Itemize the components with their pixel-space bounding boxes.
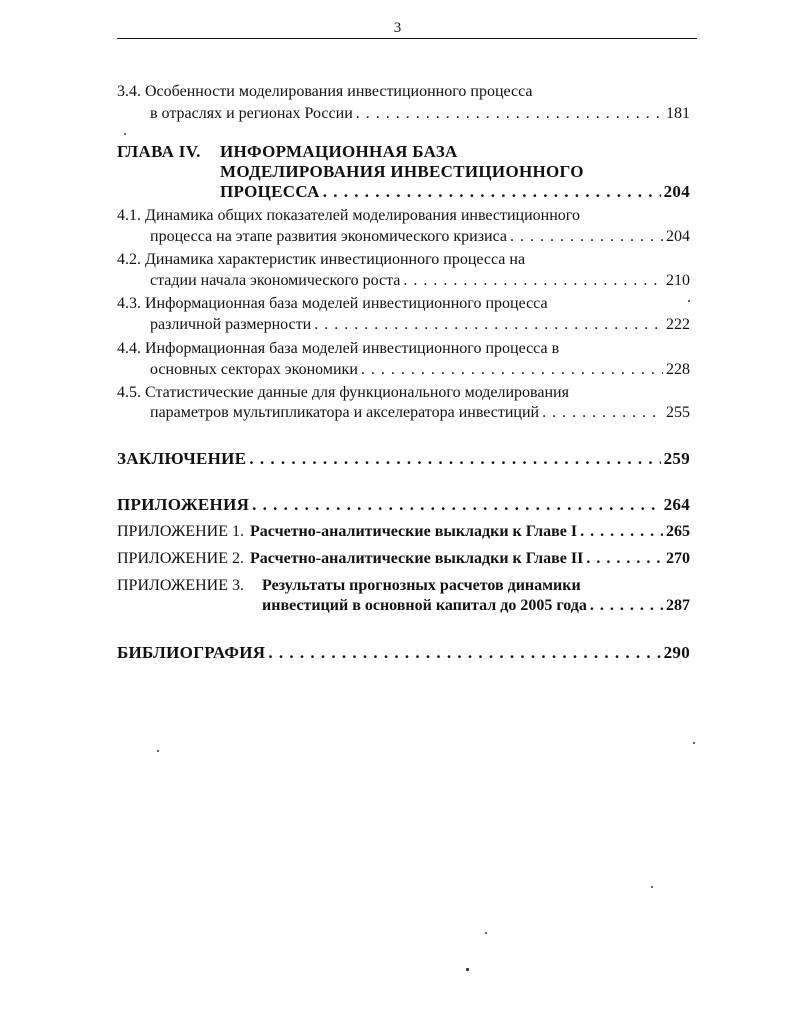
scan-speck xyxy=(157,750,159,752)
leader-dots xyxy=(580,524,663,540)
toc-3-4-line1: 3.4. Особенности моделирования инвестиционного процесса xyxy=(117,83,533,100)
toc-4-3-line2[interactable] xyxy=(150,317,690,333)
toc-4-4-page: 228 xyxy=(666,361,690,378)
leader-dots xyxy=(323,183,661,200)
appendix-3-page: 287 xyxy=(666,597,690,614)
header-rule xyxy=(117,38,697,39)
scan-speck xyxy=(124,133,126,135)
leader-dots xyxy=(586,551,663,567)
toc-4-3-page: 222 xyxy=(666,316,690,333)
appendix-1-label: ПРИЛОЖЕНИЕ 1. xyxy=(117,523,245,540)
leader-dots xyxy=(314,317,663,333)
leader-dots xyxy=(542,405,663,421)
appendix-3-text: инвестиций в основной капитал до 2005 года xyxy=(262,597,587,614)
bibliography-page: 290 xyxy=(663,643,690,662)
page-number: 3 xyxy=(393,20,402,36)
toc-appendix-2[interactable] xyxy=(117,551,690,567)
scan-speck xyxy=(688,300,690,302)
scan-speck xyxy=(693,742,695,744)
leader-dots xyxy=(249,450,660,467)
leader-dots xyxy=(510,229,663,245)
scan-speck xyxy=(466,968,469,971)
toc-conclusion[interactable] xyxy=(117,450,690,467)
toc-3-4-page: 181 xyxy=(666,105,690,122)
leader-dots xyxy=(356,106,663,122)
appendix-1-page: 265 xyxy=(666,523,690,540)
toc-4-5-line2[interactable] xyxy=(150,405,690,421)
chapter-4-text: ПРОЦЕССА xyxy=(220,182,320,201)
appendix-3-line1: Результаты прогнозных расчетов динамики xyxy=(262,577,581,594)
appendix-3-label: ПРИЛОЖЕНИЕ 3. xyxy=(117,577,245,594)
leader-dots xyxy=(403,273,663,289)
leader-dots xyxy=(252,496,660,513)
chapter-4-title-line3[interactable] xyxy=(220,183,690,200)
conclusion-title: ЗАКЛЮЧЕНИЕ xyxy=(117,449,247,468)
toc-4-2-line2[interactable] xyxy=(150,273,690,289)
toc-4-2-text: стадии начала экономического роста xyxy=(150,272,401,289)
toc-4-1-text: процесса на этапе развития экономического кризиса xyxy=(150,228,508,245)
leader-dots xyxy=(361,362,663,378)
appendix-2-page: 270 xyxy=(666,550,690,567)
scan-speck xyxy=(651,886,653,888)
toc-3-4-text: в отраслях и регионах России xyxy=(150,105,353,122)
scan-speck xyxy=(485,932,487,934)
toc-4-4-text: основных секторах экономики xyxy=(150,361,358,378)
toc-4-2-page: 210 xyxy=(666,272,690,289)
toc-4-2-line1: 4.2. Динамика характеристик инвестиционного процесса на xyxy=(117,251,526,268)
toc-bibliography[interactable] xyxy=(117,644,690,661)
leader-dots xyxy=(590,598,663,614)
toc-4-4-line2[interactable] xyxy=(150,362,690,378)
bibliography-title: БИБЛИОГРАФИЯ xyxy=(117,643,266,662)
toc-appendix-3-line2[interactable] xyxy=(262,598,690,614)
appendices-title: ПРИЛОЖЕНИЯ xyxy=(117,495,250,514)
toc-4-3-text: различной размерности xyxy=(150,316,312,333)
leader-dots xyxy=(268,644,660,661)
toc-4-5-text: параметров мультипликатора и акселератора инвестиций xyxy=(150,404,540,421)
chapter-4-title-line2: МОДЕЛИРОВАНИЯ ИНВЕСТИЦИОННОГО xyxy=(220,162,584,181)
appendices-page: 264 xyxy=(663,495,690,514)
chapter-4-page: 204 xyxy=(663,182,690,201)
appendix-1-text: Расчетно-аналитические выкладки к Главе I xyxy=(250,523,578,540)
toc-appendices[interactable] xyxy=(117,496,690,513)
chapter-4-title-line1: ИНФОРМАЦИОННАЯ БАЗА xyxy=(220,142,458,161)
conclusion-page: 259 xyxy=(663,449,690,468)
toc-3-4-line2[interactable] xyxy=(150,106,690,122)
appendix-2-label: ПРИЛОЖЕНИЕ 2. xyxy=(117,550,245,567)
toc-appendix-1[interactable] xyxy=(117,524,690,540)
appendix-2-text: Расчетно-аналитические выкладки к Главе II xyxy=(250,550,584,567)
chapter-4-label: ГЛАВА IV. xyxy=(117,142,201,161)
toc-4-5-page: 255 xyxy=(666,404,690,421)
toc-4-1-page: 204 xyxy=(666,228,690,245)
toc-4-1-line2[interactable] xyxy=(150,229,690,245)
toc-4-4-line1: 4.4. Информационная база моделей инвестиционного процесса в xyxy=(117,340,560,357)
toc-4-5-line1: 4.5. Статистические данные для функционального моделирования xyxy=(117,384,569,401)
toc-4-1-line1: 4.1. Динамика общих показателей моделирования инвестиционного xyxy=(117,207,580,224)
toc-4-3-line1: 4.3. Информационная база моделей инвестиционного процесса xyxy=(117,295,548,312)
